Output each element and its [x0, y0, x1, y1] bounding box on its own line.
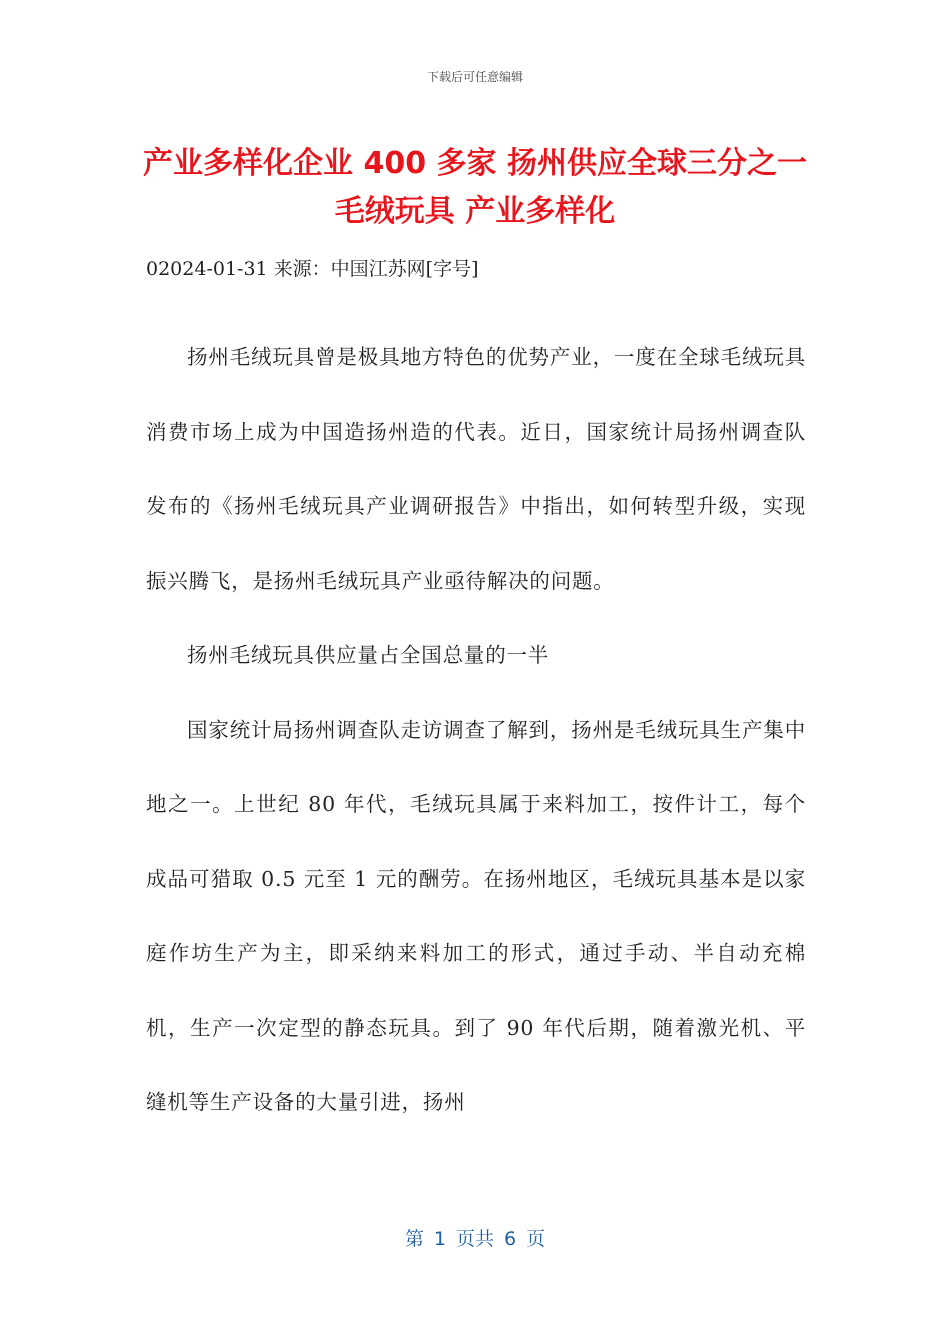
paragraph: 扬州毛绒玩具曾是极具地方特色的优势产业，一度在全球毛绒玩具消费市场上成为中国造扬州造的代表。近日，国家统计局扬州调查队发布的《扬州毛绒玩具产业调研报告》中指出，如何转型升级，实现振兴腾飞，是扬州毛绒玩具产业亟待解决的问题。	[146, 345, 806, 593]
paragraph: 国家统计局扬州调查队走访调查了解到，扬州是毛绒玩具生产集中地之一。上世纪 80 年代，毛绒玩具属于来料加工，按件计工，每个成品可猎取 0.5 元至 1 元的酬劳。在扬州地区，毛绒玩具基本是以家庭作坊生产为主，即采纳来料加工的形式，通过手动、半自动充棉机，生产一次定型的静态玩具。到了 90 年代后期，随着激光机、平缝机等生产设备的大量引进，扬州	[146, 717, 806, 1114]
article-title: 产业多样化企业 400 多家 扬州供应全球三分之一毛绒玩具 产业多样化	[143, 146, 807, 229]
header-note: 下载后可任意编辑	[426, 70, 523, 84]
article-body	[146, 320, 806, 1140]
page-number: 第 1 页共 6 页	[404, 1228, 546, 1250]
article-meta: 02024-01-31 来源：中国江苏网[字号]	[146, 258, 479, 280]
section-heading: 扬州毛绒玩具供应量占全国总量的一半	[187, 643, 550, 667]
